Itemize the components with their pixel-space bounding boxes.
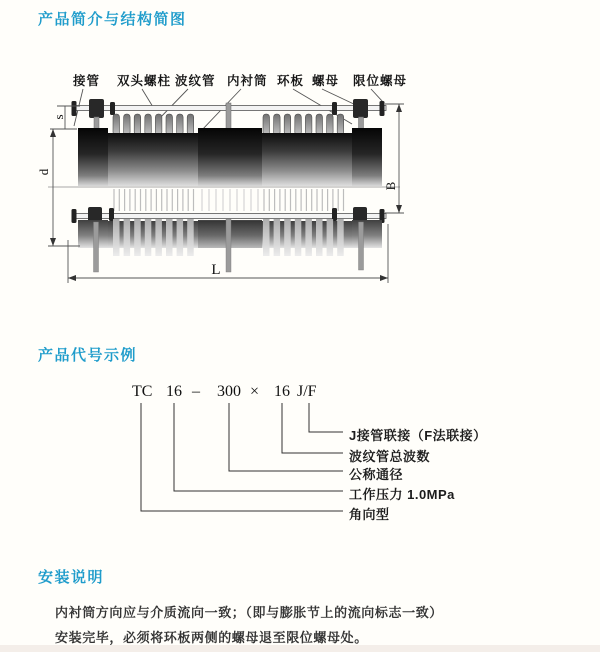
part-label-ring-plate: 环板 bbox=[277, 74, 305, 88]
callout-connection: J接管联接（F法联接） bbox=[349, 428, 487, 443]
dim-L: L bbox=[211, 262, 221, 278]
code-token-connect: J/F bbox=[297, 383, 317, 400]
section-title-install: 安装说明 bbox=[38, 569, 105, 586]
dim-d: d bbox=[36, 168, 51, 176]
dim-s: s bbox=[51, 114, 66, 120]
part-label-connecting-pipe: 接管 bbox=[73, 74, 101, 88]
install-instruction-1: 内衬筒方向应与介质流向一致；（即与膨胀节上的流向标志一致） bbox=[55, 605, 443, 620]
callout-wave-count: 波纹管总波数 bbox=[349, 449, 431, 464]
code-callout-lines bbox=[141, 403, 343, 511]
code-token-pressure: 16 bbox=[166, 383, 182, 400]
callout-pressure: 工作压力 1.0MPa bbox=[349, 487, 455, 502]
code-token-waves: 16 bbox=[274, 383, 290, 400]
convolution-lines bbox=[114, 189, 344, 211]
code-token-type: TC bbox=[132, 383, 153, 400]
part-label-stud-bolt: 双头螺柱 bbox=[117, 74, 172, 88]
footer-strip bbox=[0, 645, 600, 652]
callout-angular-type: 角向型 bbox=[349, 507, 390, 522]
callout-diameter: 公称通径 bbox=[349, 467, 404, 482]
part-label-nut: 螺母 bbox=[312, 74, 340, 88]
lower-tie-rod bbox=[73, 214, 386, 219]
code-token-times: × bbox=[250, 383, 260, 400]
part-label-limit-nut: 限位螺母 bbox=[353, 74, 408, 88]
install-instruction-2: 安装完毕，必须将环板两侧的螺母退至限位螺母处。 bbox=[55, 630, 368, 645]
section-title-intro: 产品简介与结构简图 bbox=[38, 11, 187, 28]
section-title-code: 产品代号示例 bbox=[38, 347, 138, 364]
part-label-bellows: 波纹管 bbox=[175, 74, 216, 88]
code-token-dash: – bbox=[192, 383, 200, 400]
code-token-diameter: 300 bbox=[217, 383, 241, 400]
part-label-inner-sleeve: 内衬筒 bbox=[227, 74, 268, 88]
upper-body bbox=[78, 128, 382, 186]
dim-B: B bbox=[383, 181, 398, 191]
